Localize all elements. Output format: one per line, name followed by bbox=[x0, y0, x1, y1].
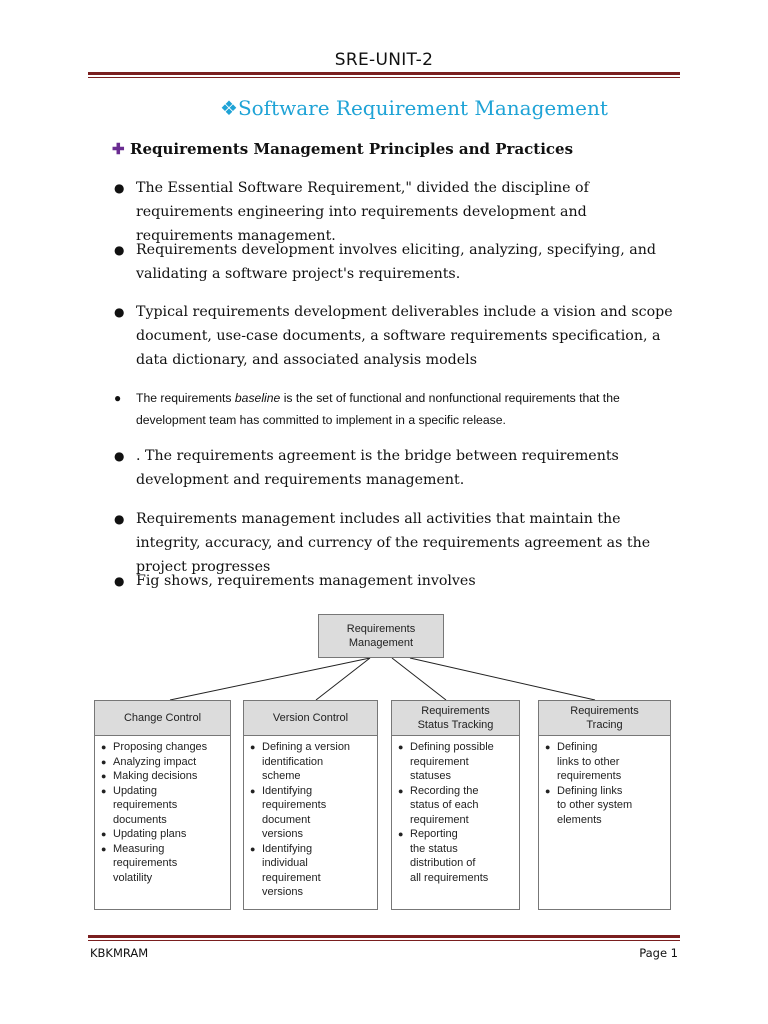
list-item bbox=[398, 827, 515, 885]
item-line: distribution of bbox=[410, 857, 476, 869]
bullet-icon: ● bbox=[101, 843, 107, 854]
category-box-title bbox=[244, 701, 377, 736]
list-item: ● Typical requirements development deliverables include a vision and scope document, use-case documents, a software requirements specification, a data dictionary, and associated analysis models bbox=[112, 300, 682, 372]
bullet-icon: ● bbox=[545, 785, 551, 796]
bullet-icon: ● bbox=[101, 742, 107, 752]
item-text bbox=[113, 769, 197, 784]
list-item bbox=[545, 784, 666, 828]
item-text bbox=[262, 842, 321, 900]
bullet-icon: ● bbox=[101, 829, 107, 839]
bullet-icon: ● bbox=[398, 742, 404, 752]
category-box-items bbox=[539, 736, 670, 827]
bullet-icon: ● bbox=[398, 785, 404, 796]
title-line: Status Tracking bbox=[417, 719, 494, 731]
list-item: ● Requirements development involves eliciting, analyzing, specifying, and validating a software project's requirements. bbox=[112, 238, 682, 286]
bullet-icon: ● bbox=[114, 512, 125, 526]
item-line: Proposing changes bbox=[113, 741, 208, 753]
item-line: Updating bbox=[113, 784, 158, 797]
list-item: ● The Essential Software Requirement," divided the discipline of requirements engineering into requirements development and requirements management. bbox=[112, 176, 682, 248]
title-line: Requirements bbox=[570, 705, 639, 717]
root-box bbox=[318, 614, 444, 658]
bullet-icon: ● bbox=[114, 574, 125, 588]
list-item: ● Fig shows, requirements management involves bbox=[112, 569, 682, 593]
footer-rule bbox=[88, 935, 680, 941]
list-item bbox=[250, 784, 373, 842]
bullet-icon: ● bbox=[545, 742, 551, 752]
title-line: Tracing bbox=[586, 719, 623, 731]
category-box bbox=[243, 700, 378, 910]
list-item bbox=[101, 784, 226, 828]
item-text bbox=[113, 755, 196, 770]
item-line: Making decisions bbox=[113, 770, 198, 782]
item-line: requirement bbox=[410, 755, 469, 768]
bullet-icon: ● bbox=[398, 829, 404, 839]
item-line: Identifying bbox=[262, 842, 313, 855]
list-item: ● . The requirements agreement is the bridge between requirements development and requirements management. bbox=[112, 444, 682, 492]
item-text bbox=[262, 784, 326, 842]
category-box bbox=[391, 700, 520, 910]
main-title-text: Software Requirement Management bbox=[237, 96, 608, 120]
main-title bbox=[220, 96, 608, 120]
item-line: versions bbox=[262, 828, 303, 840]
item-line: Recording the bbox=[410, 784, 479, 797]
bullet-icon: ● bbox=[114, 181, 125, 195]
item-line: Identifying bbox=[262, 784, 313, 797]
item-line: document bbox=[262, 813, 311, 826]
item-text bbox=[410, 740, 494, 784]
item-line: Defining links bbox=[557, 784, 623, 797]
plus-star-icon: ✚ bbox=[112, 140, 125, 158]
item-line: status of each bbox=[410, 799, 479, 811]
item-line: individual bbox=[262, 857, 308, 869]
sub-heading-text: Requirements Management Principles and Practices bbox=[130, 140, 574, 158]
list-item: ● Requirements management includes all activities that maintain the integrity, accuracy, and currency of the requirements agreement as the project progresses bbox=[112, 507, 682, 579]
item-line: requirements bbox=[262, 799, 327, 811]
list-item bbox=[101, 755, 226, 770]
list-item bbox=[398, 784, 515, 828]
title-line: Version Control bbox=[272, 712, 349, 724]
item-line: Reporting bbox=[410, 828, 458, 840]
item-text bbox=[557, 784, 632, 828]
category-box-title bbox=[539, 701, 670, 736]
category-box-title bbox=[392, 701, 519, 736]
list-item bbox=[250, 842, 373, 900]
bullet-icon: ● bbox=[114, 243, 125, 257]
item-text bbox=[113, 842, 177, 886]
item-line: to other system bbox=[557, 799, 633, 811]
item-line: the status bbox=[410, 842, 458, 855]
item-line: Updating plans bbox=[113, 828, 187, 840]
item-line: requirements bbox=[557, 770, 622, 782]
item-line: scheme bbox=[262, 770, 301, 782]
list-item: ● The requirements baseline is the set of functional and nonfunctional requirements that the development team has committed to implement in a specific release. bbox=[112, 387, 682, 431]
root-line-1: Requirements bbox=[346, 623, 416, 635]
item-line: Defining a version bbox=[262, 741, 351, 753]
bullet-icon: ● bbox=[250, 785, 256, 796]
page-header-title: SRE-UNIT-2 bbox=[334, 50, 434, 70]
category-box-items bbox=[392, 736, 519, 885]
item-line: volatility bbox=[113, 871, 153, 884]
bullet-icon: ● bbox=[250, 742, 256, 752]
bullet-icon: ● bbox=[101, 771, 107, 781]
title-line: Requirements bbox=[421, 705, 490, 717]
item-line: Measuring bbox=[113, 842, 165, 855]
category-box-items bbox=[244, 736, 377, 900]
footer-author: KBKMRAM bbox=[90, 946, 149, 960]
item-line: Analyzing impact bbox=[113, 755, 197, 768]
item-line: requirement bbox=[262, 871, 321, 884]
item-text bbox=[410, 784, 479, 828]
item-text bbox=[113, 740, 207, 755]
bullet-icon: ● bbox=[250, 843, 256, 854]
bullet-icon: ● bbox=[101, 785, 107, 796]
item-text bbox=[113, 827, 186, 842]
item-line: elements bbox=[557, 813, 602, 826]
category-box bbox=[538, 700, 671, 910]
item-line: identification bbox=[262, 755, 324, 768]
list-item bbox=[101, 827, 226, 842]
bullet-icon: ● bbox=[114, 449, 125, 463]
list-item bbox=[101, 740, 226, 755]
item-line: requirement bbox=[410, 813, 469, 826]
item-line: Defining bbox=[557, 741, 598, 753]
item-line: requirements bbox=[113, 799, 178, 811]
list-item bbox=[101, 769, 226, 784]
sub-heading bbox=[112, 140, 573, 158]
list-item bbox=[398, 740, 515, 784]
item-line: statuses bbox=[410, 770, 451, 782]
list-item bbox=[545, 740, 666, 784]
item-line: documents bbox=[113, 813, 167, 826]
item-line: Defining possible bbox=[410, 741, 494, 753]
title-line: Change Control bbox=[123, 712, 202, 724]
bullet-icon: ● bbox=[101, 756, 107, 767]
item-line: requirements bbox=[113, 857, 178, 869]
root-line-2: Management bbox=[348, 637, 414, 649]
item-text bbox=[262, 740, 350, 784]
item-text bbox=[113, 784, 177, 828]
item-line: versions bbox=[262, 886, 303, 898]
bullet-icon: ● bbox=[114, 305, 125, 319]
page-number: Page 1 bbox=[639, 946, 678, 960]
category-box-title bbox=[95, 701, 230, 736]
diamond-four-icon: ❖ bbox=[220, 96, 238, 120]
category-box bbox=[94, 700, 231, 910]
list-item bbox=[101, 842, 226, 886]
item-text bbox=[410, 827, 488, 885]
list-item bbox=[250, 740, 373, 784]
item-line: links to other bbox=[557, 755, 620, 768]
bullet-icon: ● bbox=[114, 391, 122, 405]
item-line: all requirements bbox=[410, 871, 489, 884]
category-box-items bbox=[95, 736, 230, 885]
header-rule bbox=[88, 72, 680, 78]
requirements-management-diagram bbox=[90, 612, 680, 912]
item-text bbox=[557, 740, 621, 784]
